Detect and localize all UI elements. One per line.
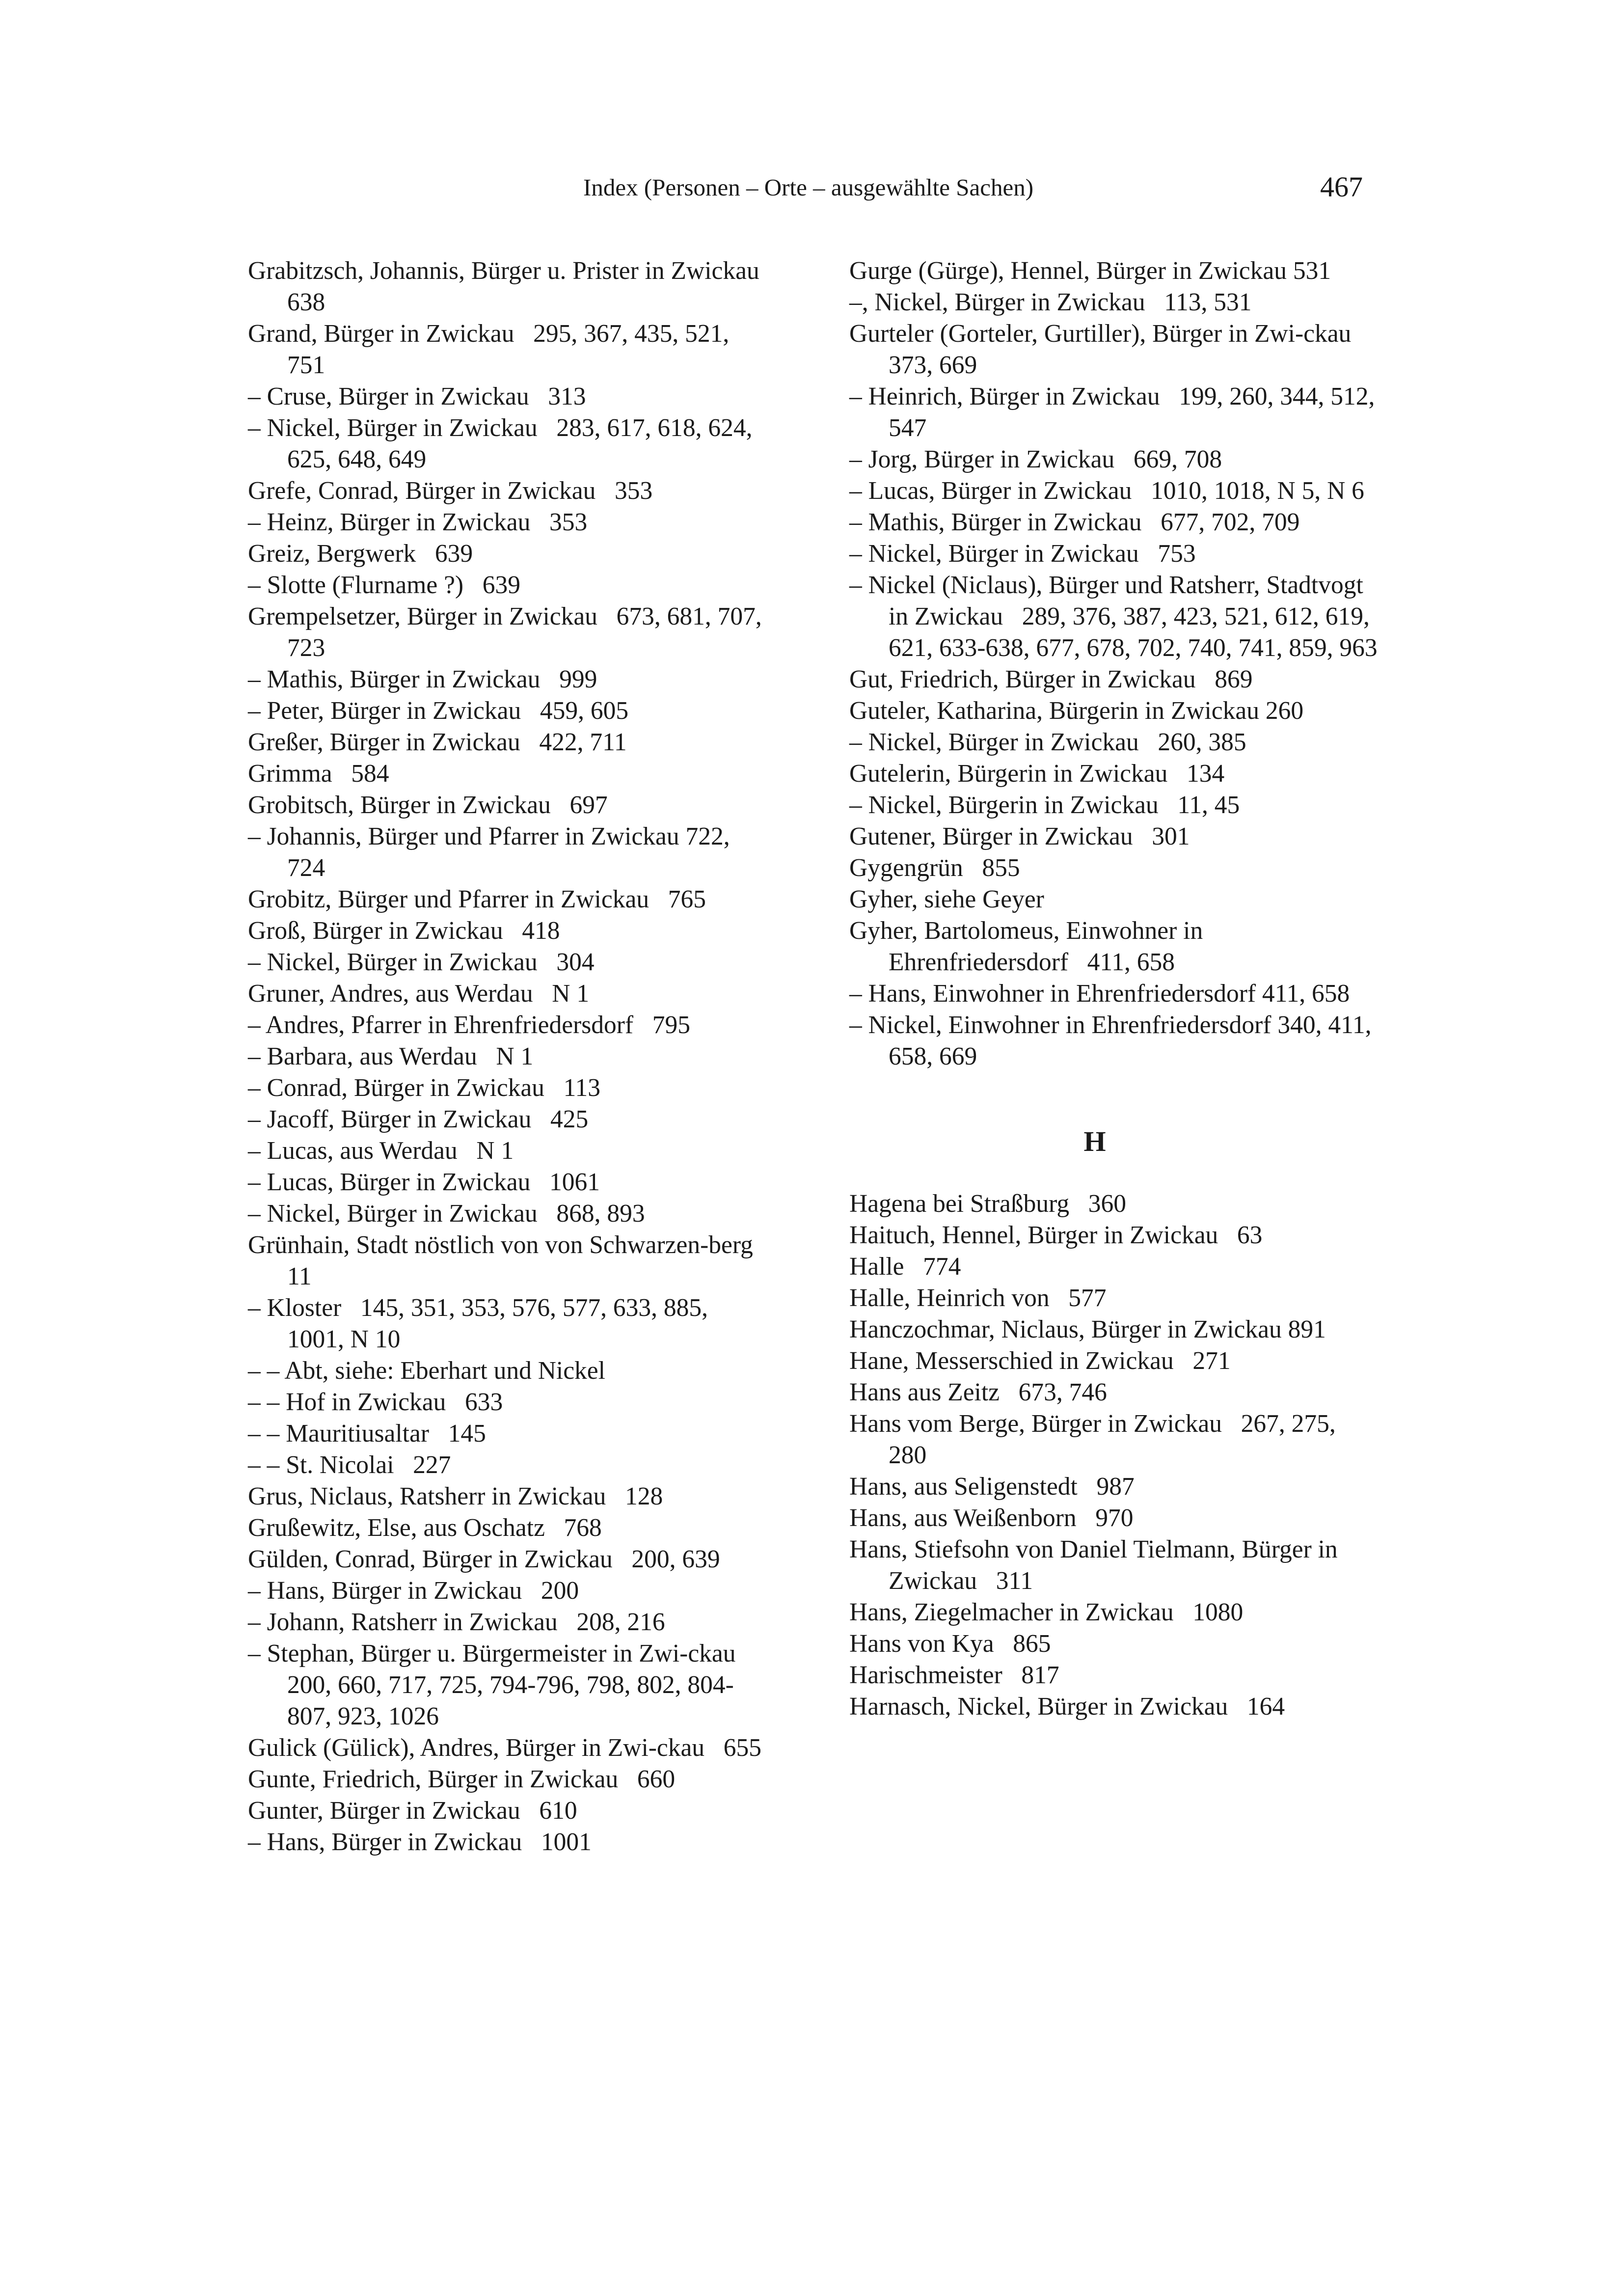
index-entry <box>849 1220 1380 1251</box>
index-entry-text: – Hans, Bürger in Zwickau 200 <box>248 1577 579 1605</box>
index-entry-text: – Stephan, Bürger u. Bürgermeister in Zwi-ckau 200, 660, 717, 725, 794-796, 798, 802, 804-807, 923, 1026 <box>248 1640 755 1730</box>
index-entry-text: Gurge (Gürge), Hennel, Bürger in Zwickau 531 <box>849 257 1331 285</box>
index-entry <box>248 1575 768 1607</box>
index-entry <box>849 758 1380 790</box>
index-entry <box>849 978 1380 1010</box>
index-entry <box>248 1010 768 1041</box>
index-entry-text: – Slotte (Flurname ?) 639 <box>248 571 520 599</box>
index-entry <box>248 475 768 507</box>
index-entry-text: – Lucas, Bürger in Zwickau 1061 <box>248 1168 600 1196</box>
index-entry <box>849 1471 1380 1503</box>
index-entry-text: – Nickel, Bürger in Zwickau 283, 617, 618, 624, 625, 648, 649 <box>248 414 759 473</box>
index-entry <box>849 538 1380 570</box>
index-entry-text: Grus, Niclaus, Ratsherr in Zwickau 128 <box>248 1482 663 1510</box>
index-entry-text: – Nickel, Bürger in Zwickau 260, 385 <box>849 728 1246 756</box>
index-entry-text: Gutener, Bürger in Zwickau 301 <box>849 822 1190 850</box>
index-entry-text: Gyher, siehe Geyer <box>849 885 1044 913</box>
index-entry-text: Gunte, Friedrich, Bürger in Zwickau 660 <box>248 1765 676 1793</box>
index-entry-text: Gulick (Gülick), Andres, Bürger in Zwi-ckau 655 <box>248 1734 761 1762</box>
index-entry <box>849 1188 1380 1220</box>
index-entry <box>248 412 768 475</box>
index-entry <box>248 758 768 790</box>
index-entry-text: – Nickel, Bürger in Zwickau 304 <box>248 948 595 976</box>
index-entry <box>248 1387 768 1418</box>
index-entry <box>248 255 779 318</box>
index-entry <box>849 1345 1380 1377</box>
index-entry-text: Harischmeister 817 <box>849 1661 1059 1689</box>
index-entry <box>849 475 1380 507</box>
index-entry-text: Haituch, Hennel, Bürger in Zwickau 63 <box>849 1221 1263 1249</box>
index-entry <box>849 1660 1380 1691</box>
index-list-h <box>849 1188 1380 1722</box>
index-entry-text: Hane, Messerschied in Zwickau 271 <box>849 1347 1231 1375</box>
index-entry-text: Grabitzsch, Johannis, Bürger u. Prister in Zwickau 638 <box>248 257 779 316</box>
index-entry-text: – Heinrich, Bürger in Zwickau 199, 260, 344, 512, 547 <box>849 383 1381 442</box>
index-entry-text: Hans aus Zeitz 673, 746 <box>849 1378 1107 1406</box>
index-entry <box>849 1628 1380 1660</box>
index-entry-text: Hans, Stiefsohn von Daniel Tielmann, Bürger in Zwickau 311 <box>849 1535 1344 1595</box>
index-entry-text: – – Mauritiusaltar 145 <box>248 1420 486 1448</box>
index-entry-text: Grand, Bürger in Zwickau 295, 367, 435, 521, 751 <box>248 320 736 379</box>
index-entry-text: Gutelerin, Bürgerin in Zwickau 134 <box>849 760 1225 788</box>
index-entry-text: – Cruse, Bürger in Zwickau 313 <box>248 383 586 410</box>
index-entry-text: Groß, Bürger in Zwickau 418 <box>248 917 560 945</box>
index-column-right <box>849 255 1380 1722</box>
index-entry <box>849 1283 1380 1314</box>
index-entry <box>248 1732 768 1764</box>
index-entry-text: Gut, Friedrich, Bürger in Zwickau 869 <box>849 665 1253 693</box>
index-entry-text: – Lucas, aus Werdau N 1 <box>248 1137 514 1165</box>
index-entry <box>248 1481 768 1512</box>
index-entry <box>248 947 768 978</box>
index-entry-text: Grußewitz, Else, aus Oschatz 768 <box>248 1514 602 1542</box>
index-entry <box>248 1795 768 1827</box>
index-entry <box>849 1377 1380 1408</box>
index-entry <box>248 1764 768 1795</box>
index-entry-text: – Heinz, Bürger in Zwickau 353 <box>248 508 588 536</box>
index-entry <box>849 1534 1380 1597</box>
index-entry-text: – Johann, Ratsherr in Zwickau 208, 216 <box>248 1608 665 1636</box>
index-entry-text: Hagena bei Straßburg 360 <box>849 1190 1126 1218</box>
index-entry <box>849 915 1380 978</box>
index-entry <box>248 507 768 538</box>
index-entry-text: Greßer, Bürger in Zwickau 422, 711 <box>248 728 627 756</box>
index-entry <box>248 978 768 1010</box>
index-entry-text: Hanczochmar, Niclaus, Bürger in Zwickau 891 <box>849 1315 1326 1343</box>
index-entry-text: – Nickel, Einwohner in Ehrenfriedersdorf 340, 411, 658, 669 <box>849 1011 1378 1070</box>
index-entry-text: – Hans, Einwohner in Ehrenfriedersdorf 411, 658 <box>849 980 1350 1008</box>
index-entry-text: Hans, Ziegelmacher in Zwickau 1080 <box>849 1598 1244 1626</box>
index-entry-text: Guteler, Katharina, Bürgerin in Zwickau 260 <box>849 697 1304 725</box>
index-entry <box>248 1638 768 1732</box>
index-entry <box>849 318 1380 381</box>
index-entry-text: Halle 774 <box>849 1253 961 1281</box>
index-entry-text: – – Hof in Zwickau 633 <box>248 1388 503 1416</box>
index-entry <box>248 1198 768 1230</box>
index-entry-text: Gurteler (Gorteler, Gurtiller), Bürger in Zwi-ckau 373, 669 <box>849 320 1370 379</box>
index-entry <box>849 507 1380 538</box>
index-list-g-continued <box>849 255 1380 1072</box>
index-entry-text: Hans von Kya 865 <box>849 1630 1051 1658</box>
index-entry-text: – Andres, Pfarrer in Ehrenfriedersdorf 795 <box>248 1011 690 1039</box>
index-entry <box>248 381 768 412</box>
section-letter: H <box>1083 1125 1106 1157</box>
index-entry <box>248 1512 768 1544</box>
index-entry-text: – Nickel, Bürgerin in Zwickau 11, 45 <box>849 791 1240 819</box>
index-entry <box>248 695 768 727</box>
index-entry-text: Grobitz, Bürger und Pfarrer in Zwickau 765 <box>248 885 706 913</box>
index-entry <box>849 381 1380 444</box>
index-column-left <box>248 255 779 1858</box>
index-entry-text: – Mathis, Bürger in Zwickau 999 <box>248 665 597 693</box>
index-entry <box>248 318 768 381</box>
index-entry-text: Harnasch, Nickel, Bürger in Zwickau 164 <box>849 1693 1285 1721</box>
running-header: Index (Personen – Orte – ausgewählte Sachen) <box>583 174 1034 201</box>
page-number: 467 <box>1320 171 1363 203</box>
index-entry-text: – Hans, Bürger in Zwickau 1001 <box>248 1828 592 1856</box>
index-entry <box>849 287 1380 318</box>
index-entry <box>248 570 768 601</box>
index-entry <box>849 255 1380 287</box>
index-entry-text: – Kloster 145, 351, 353, 576, 577, 633, 885, 1001, N 10 <box>248 1294 714 1353</box>
index-entry <box>849 821 1380 852</box>
index-entry <box>849 695 1380 727</box>
index-entry <box>248 1072 768 1104</box>
index-entry <box>248 1135 768 1167</box>
index-entry <box>248 1167 768 1198</box>
index-entry <box>849 1503 1380 1534</box>
index-entry-text: – Jacoff, Bürger in Zwickau 425 <box>248 1105 589 1133</box>
index-entry <box>849 1597 1380 1628</box>
index-entry <box>248 790 768 821</box>
index-entry <box>248 1544 768 1575</box>
index-entry-text: Grünhain, Stadt nöstlich von von Schwarzen-berg 11 <box>248 1231 772 1290</box>
index-entry <box>248 1041 768 1072</box>
index-entry-text: – – St. Nicolai 227 <box>248 1451 451 1479</box>
index-entry-text: – – Abt, siehe: Eberhart und Nickel <box>248 1357 605 1385</box>
index-entry <box>849 1691 1380 1722</box>
index-entry-text: – Nickel (Niclaus), Bürger und Ratsherr, Stadtvogt in Zwickau 289, 376, 387, 423, 521, 612, 619, 621, 633-638, 677, 678, 702, 740, 741, 859, 963 <box>849 571 1378 662</box>
index-entry <box>248 884 768 915</box>
index-entry-text: – Johannis, Bürger und Pfarrer in Zwickau 722, 724 <box>248 822 736 882</box>
index-entry-text: – Conrad, Bürger in Zwickau 113 <box>248 1074 601 1102</box>
index-entry <box>849 727 1380 758</box>
index-entry <box>849 852 1380 884</box>
index-entry <box>248 1607 768 1638</box>
index-entry-text: Hans, aus Weißenborn 970 <box>849 1504 1134 1532</box>
index-entry-text: – Lucas, Bürger in Zwickau 1010, 1018, N 5, N 6 <box>849 477 1364 505</box>
index-entry-text: Halle, Heinrich von 577 <box>849 1284 1107 1312</box>
index-entry <box>849 570 1380 664</box>
index-entry-text: Grobitsch, Bürger in Zwickau 697 <box>248 791 608 819</box>
index-entry <box>248 727 768 758</box>
index-entry <box>248 1230 772 1292</box>
index-entry-text: – Peter, Bürger in Zwickau 459, 605 <box>248 697 629 725</box>
index-entry-text: Greiz, Bergwerk 639 <box>248 540 473 568</box>
index-entry <box>248 664 768 695</box>
index-entry-text: – Jorg, Bürger in Zwickau 669, 708 <box>849 445 1222 473</box>
index-entry-text: Hans, aus Seligenstedt 987 <box>849 1473 1135 1501</box>
index-entry-text: –, Nickel, Bürger in Zwickau 113, 531 <box>849 288 1252 316</box>
index-entry-text: Gygengrün 855 <box>849 854 1020 882</box>
index-entry-text: – Nickel, Bürger in Zwickau 868, 893 <box>248 1200 645 1228</box>
index-entry <box>248 601 768 664</box>
index-entry-text: – Barbara, aus Werdau N 1 <box>248 1042 534 1070</box>
index-entry <box>849 1408 1380 1471</box>
index-entry-text: Grimma 584 <box>248 760 389 788</box>
index-entry <box>248 1449 768 1481</box>
index-entry <box>248 538 768 570</box>
index-entry-text: Hans vom Berge, Bürger in Zwickau 267, 275, 280 <box>849 1410 1342 1469</box>
index-entry <box>248 915 768 947</box>
index-entry <box>248 1292 768 1355</box>
index-entry <box>849 1251 1380 1283</box>
index-entry <box>849 444 1380 475</box>
index-entry-text: Gruner, Andres, aus Werdau N 1 <box>248 980 590 1008</box>
index-entry-text: – Mathis, Bürger in Zwickau 677, 702, 709 <box>849 508 1300 536</box>
index-entry <box>849 790 1380 821</box>
index-entry <box>248 1827 768 1858</box>
index-entry <box>248 1355 768 1387</box>
index-entry <box>849 1314 1380 1345</box>
index-entry-text: Gülden, Conrad, Bürger in Zwickau 200, 639 <box>248 1545 720 1573</box>
index-entry-text: Gunter, Bürger in Zwickau 610 <box>248 1797 577 1825</box>
index-entry-text: Grempelsetzer, Bürger in Zwickau 673, 681, 707, 723 <box>248 602 768 662</box>
index-entry-text: Grefe, Conrad, Bürger in Zwickau 353 <box>248 477 653 505</box>
index-entry <box>849 664 1380 695</box>
index-entry <box>248 1418 768 1449</box>
index-entry <box>849 1010 1380 1072</box>
index-entry <box>248 821 768 884</box>
index-entry-text: – Nickel, Bürger in Zwickau 753 <box>849 540 1196 568</box>
index-entry-text: Gyher, Bartolomeus, Einwohner in Ehrenfriedersdorf 411, 658 <box>849 917 1210 976</box>
index-entry <box>248 1104 768 1135</box>
index-entry <box>849 884 1380 915</box>
